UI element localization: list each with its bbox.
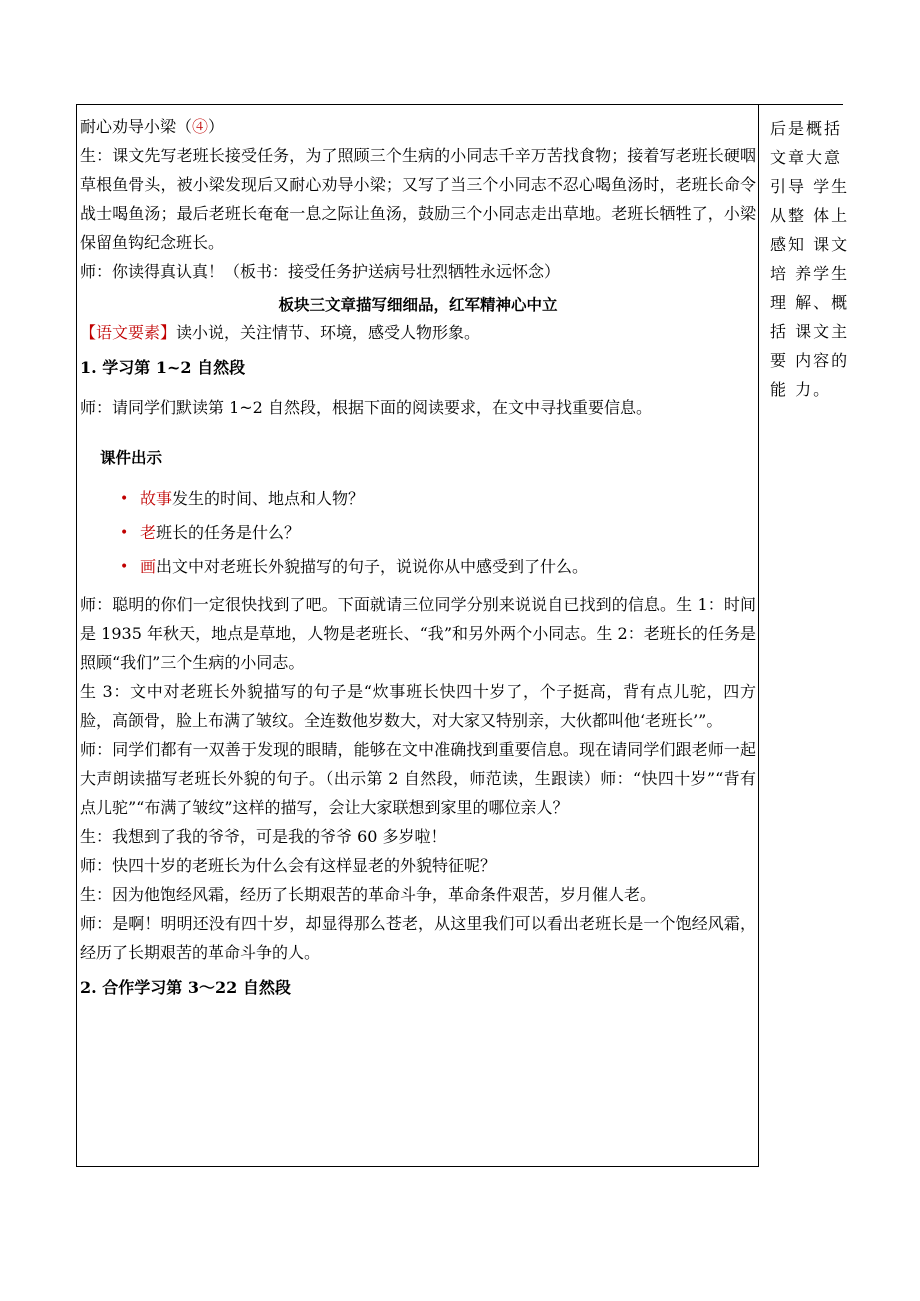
dialogue-paragraph: 生：我想到了我的爷爷，可是我的爷爷 60 多岁啦！ <box>80 827 447 846</box>
bullet-text: 发生的时间、地点和人物？ <box>172 489 365 508</box>
side-note-line: 理 解、概 <box>770 293 850 312</box>
line1-text: 耐心劝导小梁（ <box>80 117 193 136</box>
yaosu-text: 读小说，关注情节、环境，感受人物形象。 <box>176 323 481 342</box>
bullet-dot-icon: • <box>120 525 129 541</box>
bullet-text: 班长的任务是什么？ <box>156 523 301 542</box>
bullet-lead: 故事 <box>140 489 173 508</box>
line1-end: ） <box>208 117 225 136</box>
section-heading-2: 2. 合作学习第 3～22 自然段 <box>80 978 291 997</box>
dialogue-paragraph: 师：聪明的你们一定很快找到了吧。下面就请三位同学分别来说说自已找到的信息。生 1：时间是 1935 年秋天，地点是草地，人物是老班长、“我”和另外两个小同志。生 2：老班长的任务是照顾“我们”三个生病的小同志。 <box>80 595 756 672</box>
dialogue-paragraph: 生 3：文中对老班长外貌描写的句子是“炊事班长快四十岁了，个子挺高，背有点儿驼，四方脸，高颌骨，脸上布满了皱纹。全连数他岁数大，对大家又特别亲，大伙都叫他‘老班长’”。 <box>80 682 756 730</box>
section-heading-1: 1. 学习第 1~2 自然段 <box>80 358 246 377</box>
dialogue-paragraph: 生：因为他饱经风霜，经历了长期艰苦的革命斗争，革命条件艰苦，岁月催人老。 <box>80 885 657 904</box>
bullet-list <box>80 482 756 584</box>
side-note-line: 能 力。 <box>770 380 832 399</box>
teacher-instruction: 师：请同学们默读第 1~2 自然段，根据下面的阅读要求，在文中寻找重要信息。 <box>80 398 652 417</box>
courseware-title: 课件出示 <box>100 449 163 467</box>
dialogue-paragraph: 师：是啊！明明还没有四十岁，却显得那么苍老，从这里我们可以看出老班长是一个饱经风霜，经历了长期艰苦的革命斗争的人。 <box>80 914 756 962</box>
bullet-lead: 老 <box>140 523 157 542</box>
student-summary: 生：课文先写老班长接受任务，为了照顾三个生病的小同志千辛万苦找食物；接着写老班长硬咽草根鱼骨头，被小梁发现后又耐心劝导小梁；又写了当三个小同志不忍心喝鱼汤时，老班长命令战士喝鱼汤；最后老班长奄奄一息之际让鱼汤，鼓励三个小同志走出草地。老班长牺牲了，小梁保留鱼钩纪念班长。 <box>80 146 756 252</box>
dialogue-paragraph: 师：同学们都有一双善于发现的眼睛，能够在文中准确找到重要信息。现在请同学们跟老师一起大声朗读描写老班长外貌的句子。（出示第 2 自然段，师范读，生跟读）师：“快四十岁”“背有点儿驼”“布满了皱纹”这样的描写，会让大家联想到家里的哪位亲人？ <box>80 740 756 817</box>
list-item <box>120 550 756 584</box>
side-note-line: 从整 体上 <box>770 206 850 225</box>
block-heading: 板块三文章描写细细品，红军精神心中立 <box>278 296 558 314</box>
yaosu-line <box>80 318 756 347</box>
dialogue-paragraph: 师：快四十岁的老班长为什么会有这样显老的外貌特征呢？ <box>80 856 497 875</box>
side-notes <box>770 114 850 404</box>
side-note-line: 要 内容的 <box>770 351 850 370</box>
bullet-dot-icon: • <box>120 491 129 507</box>
teacher-praise: 师：你读得真认真！（板书：接受任务护送病号壮烈牺牲永远怀念） <box>80 262 561 281</box>
bullet-text: 出文中对老班长外貌描写的句子，说说你从中感受到了什么。 <box>156 557 589 576</box>
side-note-line: 后是概括 <box>770 119 843 138</box>
bullet-lead: 画 <box>140 557 157 576</box>
list-item <box>120 482 756 516</box>
side-note-line: 感知 课文 <box>770 235 850 254</box>
bullet-dot-icon: • <box>120 559 129 575</box>
main-content <box>80 112 756 1005</box>
side-note-line: 培 养学生 <box>770 264 850 283</box>
side-note-line: 引导 学生 <box>770 177 850 196</box>
side-note-line: 括 课文主 <box>770 322 850 341</box>
yaosu-label: 【语文要素】 <box>80 323 177 342</box>
side-note-line: 文章大意 <box>770 148 843 167</box>
circled-number: ④ <box>192 117 209 136</box>
line-persuade <box>80 112 756 141</box>
list-item <box>120 516 756 550</box>
